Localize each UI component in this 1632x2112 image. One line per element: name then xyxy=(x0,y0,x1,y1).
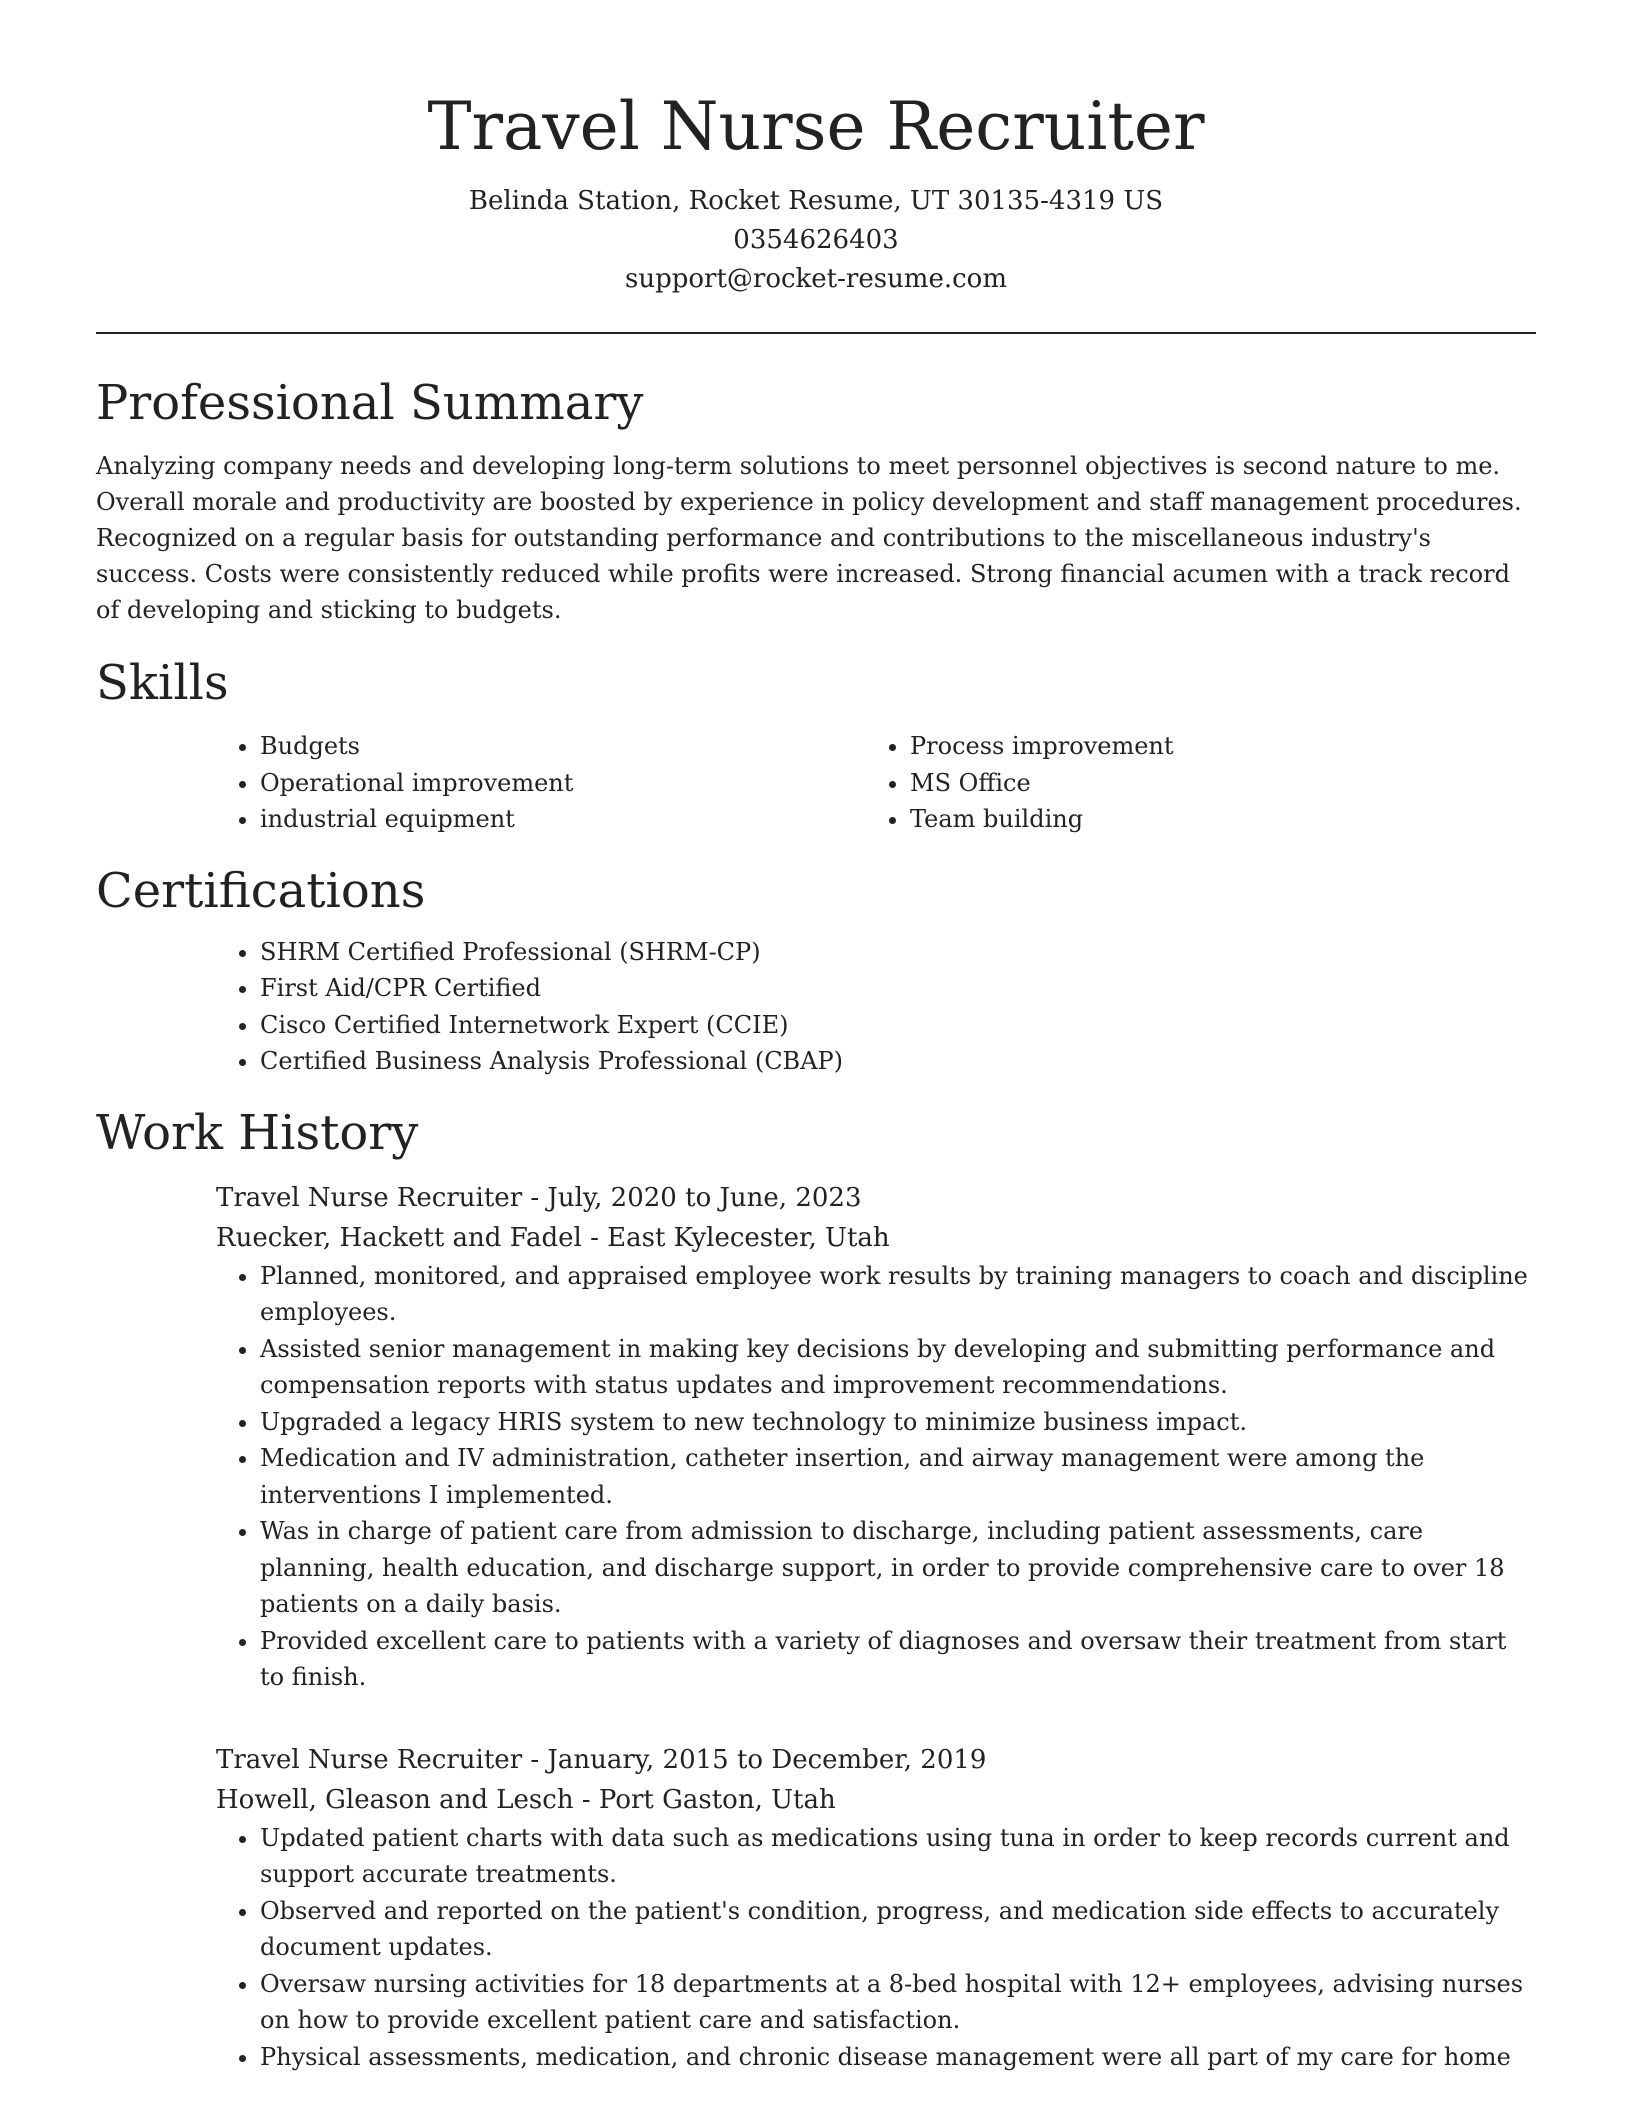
job-company-location: Howell, Gleason and Lesch - Port Gaston, Utah xyxy=(216,1784,836,1815)
candidate-name: Travel Nurse Recruiter xyxy=(427,88,1205,165)
resume-page xyxy=(96,0,1536,2075)
job-duty: • Medication and IV administration, catheter insertion, and airway management were among the interventions I implemented. xyxy=(260,1440,1536,1513)
job-duty: • Assisted senior management in making key decisions by developing and submitting performance and compensation reports with status updates and improvement recommendations. xyxy=(260,1331,1536,1404)
skills-heading: Skills xyxy=(96,655,229,711)
certifications-heading: Certifications xyxy=(96,862,426,919)
job-duty: • Upgraded a legacy HRIS system to new technology to minimize business impact. xyxy=(260,1404,1536,1441)
job-duty: • Was in charge of patient care from admission to discharge, including patient assessments, care planning, health education, and discharge support, in order to provide comprehensive care to over 18 patients on a daily basis. xyxy=(260,1513,1536,1623)
skills-section xyxy=(96,652,1536,838)
certifications-section xyxy=(96,860,1536,1080)
skill-item: • Process improvement xyxy=(910,728,1516,765)
summary-text: Analyzing company needs and developing long-term solutions to meet personnel objectives is second nature to me. Overall morale and productivity are boosted by experience in policy development and staff management procedures. Recognized on a regular basis for outstanding performance and contributions to the miscellaneous industry's success. Costs were consistently reduced while profits were increased. Strong financial acumen with a track record of developing and sticking to budgets. xyxy=(96,452,1522,624)
certifications-list xyxy=(216,934,1536,1080)
contact-email: support@rocket-resume.com xyxy=(624,264,1007,294)
certification-item: • SHRM Certified Professional (SHRM-CP) xyxy=(260,934,1536,971)
certification-item: • First Aid/CPR Certified xyxy=(260,970,1536,1007)
job-duty: • Planned, monitored, and appraised employee work results by training managers to coach and discipline employees. xyxy=(260,1258,1536,1331)
skill-item: • Operational improvement xyxy=(260,765,866,802)
job-duties-list xyxy=(216,1820,1536,2076)
skills-column-right xyxy=(866,728,1516,838)
certification-item: • Certified Business Analysis Professional (CBAP) xyxy=(260,1043,1536,1080)
contact-phone: 0354626403 xyxy=(733,225,899,255)
contact-address: Belinda Station, Rocket Resume, UT 30135-4319 US xyxy=(468,186,1164,216)
job-company-location: Ruecker, Hackett and Fadel - East Kylecester, Utah xyxy=(216,1222,890,1253)
skills-columns xyxy=(216,728,1536,838)
job-entry xyxy=(216,1740,1536,2076)
certification-item: • Cisco Certified Internetwork Expert (CCIE) xyxy=(260,1007,1536,1044)
skill-item: • Team building xyxy=(910,801,1516,838)
skill-item: • Budgets xyxy=(260,728,866,765)
skills-column-left xyxy=(216,728,866,838)
job-duty: • Observed and reported on the patient's condition, progress, and medication side effects to accurately document updates. xyxy=(260,1893,1536,1966)
job-duty: • Provided excellent care to patients with a variety of diagnoses and oversaw their treatment from start to finish. xyxy=(260,1623,1536,1696)
work-history-heading: Work History xyxy=(96,1104,419,1161)
summary-section xyxy=(96,372,1536,628)
summary-heading: Professional Summary xyxy=(96,375,644,431)
job-duty: • Oversaw nursing activities for 18 departments at a 8-bed hospital with 12+ employees, advising nurses on how to provide excellent patient care and satisfaction. xyxy=(260,1966,1536,2039)
job-title-dates: Travel Nurse Recruiter - January, 2015 to December, 2019 xyxy=(216,1744,987,1775)
job-entry xyxy=(216,1178,1536,1696)
work-history-section xyxy=(96,1102,1536,2076)
job-duty: • Physical assessments, medication, and chronic disease management were all part of my care for home xyxy=(260,2039,1536,2076)
resume-header xyxy=(96,0,1536,299)
skill-item: • industrial equipment xyxy=(260,801,866,838)
skill-item: • MS Office xyxy=(910,765,1516,802)
job-duty: • Updated patient charts with data such as medications using tuna in order to keep records current and support accurate treatments. xyxy=(260,1820,1536,1893)
job-duties-list xyxy=(216,1258,1536,1696)
job-title-dates: Travel Nurse Recruiter - July, 2020 to June, 2023 xyxy=(216,1182,862,1213)
header-divider xyxy=(96,332,1536,334)
